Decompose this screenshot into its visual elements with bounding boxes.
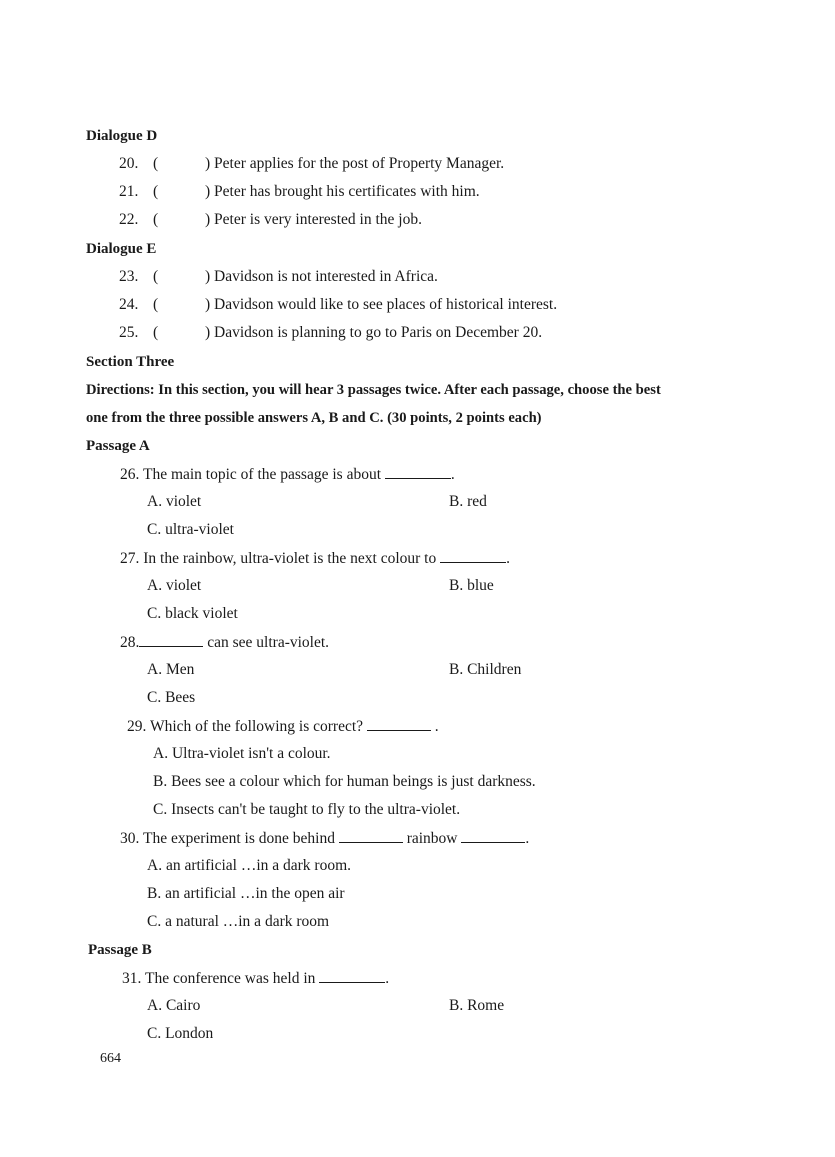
passage-a-heading: Passage A xyxy=(86,438,150,454)
answer-paren: ( xyxy=(153,155,159,172)
statement-text: ) Peter is very interested in the job. xyxy=(205,211,422,228)
option-29-b: B. Bees see a colour which for human beings is just darkness. xyxy=(153,773,536,790)
question-29 xyxy=(127,716,439,737)
statement-number: 24. xyxy=(119,296,139,313)
option-27-a: A. violet xyxy=(147,577,202,594)
option-29-a: A. Ultra-violet isn't a colour. xyxy=(153,745,331,762)
question-28 xyxy=(120,632,329,653)
answer-paren: ( xyxy=(153,324,159,341)
statement-text: ) Peter has brought his certificates with him. xyxy=(205,183,480,200)
question-end: . xyxy=(385,970,390,987)
question-stem: 27. In the rainbow, ultra-violet is the next colour to xyxy=(120,550,437,567)
option-28-a: A. Men xyxy=(147,661,195,678)
directions-line-2: one from the three possible answers A, B and C. (30 points, 2 points each) xyxy=(86,410,542,426)
passage-b-heading: Passage B xyxy=(88,942,152,958)
question-mid: rainbow xyxy=(406,830,458,847)
option-26-c: C. ultra-violet xyxy=(147,521,234,538)
statement-number: 23. xyxy=(119,268,139,285)
statement-number: 22. xyxy=(119,211,139,228)
statement-22 xyxy=(119,210,422,230)
answer-blank xyxy=(139,632,203,647)
option-31-a: A. Cairo xyxy=(147,997,201,1014)
statement-number: 25. xyxy=(119,324,139,341)
question-end: . xyxy=(450,466,455,483)
directions-line-1: Directions: In this section, you will hear 3 passages twice. After each passage, choose the best xyxy=(86,382,661,398)
page-number: 664 xyxy=(100,1051,121,1066)
statement-text: ) Davidson is not interested in Africa. xyxy=(205,268,438,285)
statement-24 xyxy=(119,295,557,315)
option-27-b: B. blue xyxy=(449,577,494,594)
answer-blank xyxy=(367,716,431,731)
option-29-c: C. Insects can't be taught to fly to the ultra-violet. xyxy=(153,801,461,818)
option-27-c: C. black violet xyxy=(147,605,238,622)
question-end: . xyxy=(506,550,510,567)
question-30 xyxy=(120,828,529,849)
dialogue-d-heading: Dialogue D xyxy=(86,128,158,144)
dialogue-e-heading: Dialogue E xyxy=(86,241,157,257)
statement-text: ) Peter applies for the post of Property Manager. xyxy=(205,155,505,172)
question-stem: 29. Which of the following is correct? xyxy=(127,718,364,735)
statement-text: ) Davidson would like to see places of historical interest. xyxy=(205,296,558,313)
question-end: . xyxy=(525,830,530,847)
question-stem: 31. The conference was held in xyxy=(122,970,316,987)
answer-blank xyxy=(319,968,385,983)
question-number: 28. xyxy=(120,634,140,651)
option-28-b: B. Children xyxy=(449,661,522,678)
question-27 xyxy=(120,548,510,569)
question-stem: 30. The experiment is done behind xyxy=(120,830,335,847)
statement-20 xyxy=(119,154,504,174)
statement-text: ) Davidson is planning to go to Paris on December 20. xyxy=(205,324,543,341)
question-stem: can see ultra-violet. xyxy=(207,634,330,651)
option-30-a: A. an artificial …in a dark room. xyxy=(147,857,352,874)
option-28-c: C. Bees xyxy=(147,689,196,706)
option-26-b: B. red xyxy=(449,493,487,510)
option-30-c: C. a natural …in a dark room xyxy=(147,913,330,930)
answer-blank-2 xyxy=(461,828,525,843)
section-three-heading: Section Three xyxy=(86,354,175,370)
statement-number: 20. xyxy=(119,155,139,172)
statement-21 xyxy=(119,182,480,202)
option-30-b: B. an artificial …in the open air xyxy=(147,885,345,902)
statement-number: 21. xyxy=(119,183,139,200)
option-26-a: A. violet xyxy=(147,493,202,510)
question-31 xyxy=(122,968,389,989)
answer-blank xyxy=(440,548,506,563)
question-26 xyxy=(120,464,455,485)
question-stem: 26. The main topic of the passage is about xyxy=(120,466,382,483)
answer-paren: ( xyxy=(153,183,159,200)
statement-23 xyxy=(119,267,438,287)
answer-blank-1 xyxy=(339,828,403,843)
option-31-c: C. London xyxy=(147,1025,214,1042)
answer-paren: ( xyxy=(153,296,159,313)
answer-blank xyxy=(385,464,451,479)
option-31-b: B. Rome xyxy=(449,997,505,1014)
answer-paren: ( xyxy=(153,268,159,285)
statement-25 xyxy=(119,323,542,343)
question-end: . xyxy=(434,718,439,735)
answer-paren: ( xyxy=(153,211,159,228)
